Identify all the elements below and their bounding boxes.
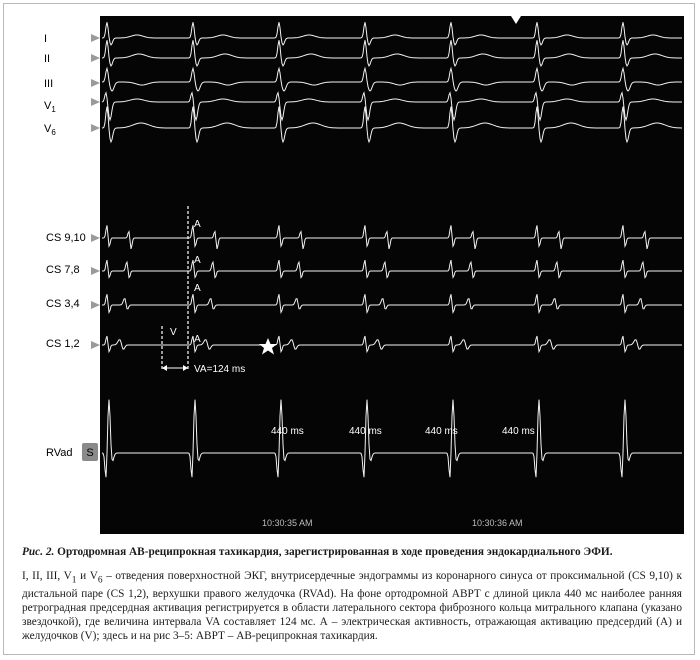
- cycle-label-2: 440 ms: [349, 426, 382, 437]
- timestamp-2: 10:30:36 AM: [472, 518, 523, 528]
- va-interval-label: VA=124 ms: [194, 364, 246, 375]
- cycle-label-1: 440 ms: [271, 426, 304, 437]
- caption-title: [22, 545, 682, 559]
- label-a-cs78: A: [194, 255, 201, 266]
- trace-label-V1: $V_1$: [44, 100, 56, 114]
- label-v-cs12: V: [170, 327, 177, 338]
- trace-label-V6: $V_6$: [44, 123, 56, 137]
- ephys-tracing: [16, 16, 684, 534]
- trace-label-I: I: [44, 33, 48, 45]
- trace-label-rvad: RVad: [46, 447, 73, 459]
- cycle-label-4: 440 ms: [502, 426, 535, 437]
- label-a-cs910: A: [194, 219, 201, 230]
- label-a-cs12: A: [194, 334, 201, 345]
- cycle-label-3: 440 ms: [425, 426, 458, 437]
- caption-description: I, II, III, $V_1$ и $V_6$ – отведения поверхностной ЭКГ, внутрисердечные эндограммы из коронарного синуса от проксимальной (CS 9,10) к дистальной паре (CS 1,2), верхушки правого желудочка (RVAd). На фоне ортодромной АВРТ с длиной цикла 440 мс наиболее ранняя ретроградная предсердная активация регистрируется в области латерального сектора фиброзного кольца митрального клапана (указано звездочкой), где величина интервала VA составляет 124 мс. А – электрическая активность, отражающая активацию предсердий (A) и желудочков (V); здесь и на рис 3–5: АВРТ – АВ-реципрокная тахикардия.: [22, 570, 682, 643]
- trace-label-III: III: [44, 78, 54, 90]
- figure-caption: [22, 545, 682, 643]
- label-a-cs34: A: [194, 283, 201, 294]
- trace-label-cs78: CS 7,8: [46, 264, 80, 276]
- rvad-badge-text: S: [86, 447, 94, 459]
- caption-title-text: Ортодромная АВ-реципрокная тахикардия, зарегистрированная в ходе проведения эндокардиального ЭФИ.: [57, 546, 613, 558]
- timestamp-1: 10:30:35 AM: [262, 518, 313, 528]
- recording-area: [100, 16, 684, 534]
- trace-label-cs34: CS 3,4: [46, 298, 80, 310]
- ephys-figure: [16, 16, 684, 534]
- trace-label-cs12: CS 1,2: [46, 338, 80, 350]
- caption-figure-number: Рис. 2.: [22, 546, 55, 558]
- trace-label-cs910: CS 9,10: [46, 232, 86, 244]
- trace-label-II: II: [44, 53, 51, 65]
